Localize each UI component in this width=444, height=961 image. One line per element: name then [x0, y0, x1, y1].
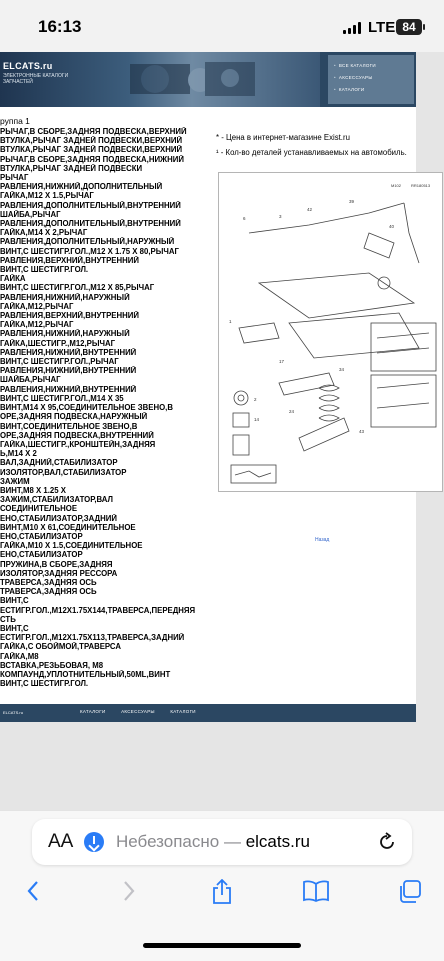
parts-list-item[interactable]: ВИНТ,С ШЕСТИГР.ГОЛ.,М12 Х 85,РЫЧАГ [0, 283, 155, 293]
svg-text:6: 6 [243, 216, 246, 221]
parts-list-item[interactable]: ОРЕ,ЗАДНЯЯ ПОДВЕСКА,ВНУТРЕННИЙ [0, 430, 154, 440]
parts-list-item[interactable]: ВИНТ,С ШЕСТИГР.ГОЛ.,РЫЧАГ [0, 357, 119, 367]
svg-text:40: 40 [389, 224, 395, 229]
forward-button[interactable] [106, 871, 150, 915]
parts-list-item[interactable]: ШАЙБА,РЫЧАГ [0, 209, 61, 219]
parts-list-item[interactable]: ВСТАВКА,РЕЗЬБОВАЯ, М8 [0, 660, 104, 670]
parts-list-item[interactable]: РАВЛЕНИЯ,ВЕРХНИЙ,ВНУТРЕННИЙ [0, 255, 139, 265]
url-domain: elcats.ru [245, 832, 310, 851]
price-note: * - Цена в интернет-магазине Exist.ru [216, 133, 350, 142]
share-button[interactable] [200, 871, 244, 915]
menu-item-accessories[interactable]: • АКСЕССУАРЫ [334, 75, 373, 80]
parts-list-item[interactable]: РАВЛЕНИЯ,НИЖНИЙ,ВНУТРЕННИЙ [0, 347, 137, 357]
parts-list-item[interactable]: ГАЙКА,М8 [0, 651, 39, 661]
network-type: LTE [368, 19, 396, 36]
bookmarks-button[interactable] [294, 871, 338, 915]
chevron-left-icon [22, 879, 46, 903]
quantity-note: ¹ - Кол-во деталей устанавливаемых на автомобиль. [216, 148, 407, 157]
parts-list-item[interactable]: ВИНТ,С ШЕСТИГР.ГОЛ.,М14 Х 35 [0, 393, 124, 403]
parts-list-item[interactable]: СОЕДИНИТЕЛЬНОЕ [0, 504, 78, 514]
svg-text:43: 43 [359, 429, 365, 434]
reader-options-button[interactable] [48, 831, 73, 853]
parts-list-item[interactable]: ТРАВЕРСА,ЗАДНЯЯ ОСЬ [0, 587, 97, 597]
book-icon [302, 879, 330, 903]
svg-text:1: 1 [229, 319, 232, 324]
parts-list-item[interactable]: ЕСТИГР.ГОЛ.,М12Х1.75Х144,ТРАВЕРСА,ПЕРЕДНЯЯ [0, 605, 196, 615]
parts-list-item[interactable]: ВИНТ,С ШЕСТИГР.ГОЛ.,М12 Х 1.75 Х 80,РЫЧАГ [0, 246, 179, 256]
url-display[interactable] [116, 832, 310, 852]
footer-link-catalogs-2[interactable]: КАТАЛОГИ [170, 709, 196, 714]
parts-list [0, 127, 215, 688]
parts-list-item[interactable]: СТЬ [0, 614, 16, 624]
parts-list-item[interactable]: ВИНТ,С [0, 623, 29, 633]
battery-tip [423, 24, 425, 30]
parts-list-item[interactable]: ВИНТ,С [0, 596, 29, 606]
parts-list-item[interactable]: ГАЙКА,М12,РЫЧАГ [0, 301, 74, 311]
parts-list-item[interactable]: ЕНО,СТАБИЛИЗАТОР [0, 531, 83, 541]
site-tagline: ЭЛЕКТРОННЫЕ КАТАЛОГИ ЗАПЧАСТЕЙ [3, 73, 69, 85]
parts-list-item[interactable]: ВИНТ,С ШЕСТИГР.ГОЛ. [0, 265, 89, 275]
parts-list-item[interactable]: ИЗОЛЯТОР,ЗАДНЯЯ РЕССОРА [0, 568, 118, 578]
header-menu [328, 55, 414, 104]
footer-link-catalogs[interactable]: КАТАЛОГИ [80, 709, 106, 714]
svg-text:34: 34 [339, 367, 345, 372]
diagram-code-b: RR180513 [411, 183, 431, 188]
parts-list-item[interactable]: РАВЛЕНИЯ,НИЖНИЙ,НАРУЖНЫЙ [0, 292, 130, 302]
parts-list-item[interactable]: РАВЛЕНИЯ,НИЖНИЙ,ВНУТРЕННИЙ [0, 366, 137, 376]
parts-list-item[interactable]: Ь,М14 Х 2 [0, 449, 37, 459]
parts-list-item[interactable]: КОМПАУНД,УПЛОТНИТЕЛЬНЫЙ,50ML,ВИНТ [0, 669, 171, 679]
battery-icon: 84 [396, 19, 422, 35]
parts-list-item[interactable]: ГАЙКА,ШЕСТИГР.,М12,РЫЧАГ [0, 338, 116, 348]
parts-list-item[interactable]: ЕНО,СТАБИЛИЗАТОР [0, 550, 83, 560]
menu-item-catalogs[interactable]: • КАТАЛОГИ [334, 87, 364, 92]
content-panel [0, 107, 431, 704]
chevron-right-icon [116, 879, 140, 903]
svg-text:17: 17 [279, 359, 285, 364]
parts-list-item[interactable]: ГАЙКА [0, 274, 26, 284]
parts-list-item[interactable]: РЫЧАГ,В СБОРЕ,ЗАДНЯЯ ПОДВЕСКА,ВЕРХНИЙ [0, 127, 187, 136]
parts-list-item[interactable]: ПРУЖИНА,В СБОРЕ,ЗАДНЯЯ [0, 559, 113, 569]
insecure-warning-icon[interactable] [84, 832, 104, 852]
parts-diagram[interactable] [218, 172, 443, 492]
address-bar[interactable] [32, 819, 412, 865]
site-footer [0, 704, 416, 722]
footer-logo[interactable]: ELCATS.ru [3, 710, 23, 715]
parts-list-item[interactable]: ВИНТ,СОЕДИНИТЕЛЬНОЕ ЗВЕНО,В [0, 421, 138, 431]
suspension-diagram-image [219, 173, 442, 491]
parts-list-item[interactable]: РАВЛЕНИЯ,НИЖНИЙ,ВНУТРЕННИЙ [0, 384, 137, 394]
parts-list-item[interactable]: РАВЛЕНИЯ,ДОПОЛНИТЕЛЬНЫЙ,ВНУТРЕННИЙ [0, 200, 181, 210]
parts-list-item[interactable]: ШАЙБА,РЫЧАГ [0, 375, 61, 385]
menu-item-all-catalogs[interactable]: • ВСЕ КАТАЛОГИ [334, 63, 376, 68]
parts-list-item[interactable]: РЫЧАГ [0, 173, 29, 183]
cellular-signal-icon [343, 22, 363, 34]
web-page-viewport[interactable] [0, 52, 444, 810]
tabs-button[interactable] [388, 871, 432, 915]
parts-list-item[interactable]: ЗАЖИМ [0, 476, 30, 486]
parts-list-item[interactable]: РАВЛЕНИЯ,ДОПОЛНИТЕЛЬНЫЙ,НАРУЖНЫЙ [0, 237, 175, 247]
reload-icon[interactable] [376, 831, 398, 853]
svg-text:42: 42 [307, 207, 313, 212]
diagram-code-a: M102 [391, 183, 402, 188]
svg-text:14: 14 [254, 417, 260, 422]
parts-list-item[interactable]: ВИНТ,М8 Х 1.25 Х [0, 485, 66, 495]
parts-list-item[interactable]: ГАЙКА,М12 Х 1.5,РЫЧАГ [0, 191, 94, 201]
home-indicator[interactable] [143, 943, 301, 948]
parts-list-item[interactable]: ЕНО,СТАБИЛИЗАТОР,ЗАДНИЙ [0, 513, 117, 523]
svg-text:24: 24 [289, 409, 295, 414]
parts-list-item[interactable]: РАВЛЕНИЯ,НИЖНИЙ,НАРУЖНЫЙ [0, 329, 130, 339]
parts-list-item[interactable]: ИЗОЛЯТОР,ВАЛ,СТАБИЛИЗАТОР [0, 467, 127, 477]
parts-list-item[interactable]: ВТУЛКА,РЫЧАГ ЗАДНЕЙ ПОДВЕСКИ,ВЕРХНИЙ [0, 136, 183, 146]
parts-list-item[interactable]: ГАЙКА,М12,РЫЧАГ [0, 320, 74, 330]
parts-list-item[interactable]: ГАЙКА,М14 Х 2,РЫЧАГ [0, 228, 88, 238]
status-bar [0, 0, 444, 52]
share-icon [210, 879, 234, 905]
footer-link-accessories[interactable]: АКСЕССУАРЫ [121, 709, 155, 714]
tabs-icon [397, 879, 423, 905]
svg-text:2: 2 [254, 397, 257, 402]
site-header [0, 52, 416, 107]
browser-toolbar [0, 810, 444, 961]
parts-list-item[interactable]: ОРЕ,ЗАДНЯЯ ПОДВЕСКА,НАРУЖНЫЙ [0, 412, 148, 422]
parts-list-item[interactable]: РАВЛЕНИЯ,ВЕРХНИЙ,ВНУТРЕННИЙ [0, 311, 139, 321]
parts-list-item[interactable]: ГАЙКА,С ОБОЙМОЙ,ТРАВЕРСА [0, 642, 121, 652]
reader-options-label: AA [48, 831, 74, 852]
parts-list-item[interactable]: ВИНТ,М14 Х 95,СОЕДИНИТЕЛЬНОЕ ЗВЕНО,В [0, 403, 173, 413]
parts-list-item[interactable]: ТРАВЕРСА,ЗАДНЯЯ ОСЬ [0, 577, 97, 587]
parts-list-item[interactable]: ГАЙКА,М10 Х 1.5,СОЕДИНИТЕЛЬНОЕ [0, 541, 143, 551]
parts-list-item[interactable]: РАВЛЕНИЯ,НИЖНИЙ,ДОПОЛНИТЕЛЬНЫЙ [0, 182, 163, 192]
parts-list-item[interactable]: РАВЛЕНИЯ,ДОПОЛНИТЕЛЬНЫЙ,ВНУТРЕННИЙ [0, 219, 181, 229]
parts-list-item[interactable]: РЫЧАГ,В СБОРЕ,ЗАДНЯЯ ПОДВЕСКА,НИЖНИЙ [0, 154, 184, 164]
parts-list-item[interactable]: ВАЛ,ЗАДНИЙ,СТАБИЛИЗАТОР [0, 458, 118, 468]
insecure-label: Небезопасно — [116, 832, 241, 851]
back-button[interactable] [12, 871, 56, 915]
parts-list-item[interactable]: ЗАЖИМ,СТАБИЛИЗАТОР,ВАЛ [0, 495, 113, 505]
status-time: 16:13 [38, 17, 82, 36]
parts-list-item[interactable]: ГАЙКА,ШЕСТИГР.,КРОНШТЕЙН,ЗАДНЯЯ [0, 439, 156, 449]
footer-nav [80, 709, 210, 714]
parts-list-item[interactable]: ЕСТИГР.ГОЛ.,М12Х1.75Х113,ТРАВЕРСА,ЗАДНИЙ [0, 633, 185, 643]
site-logo[interactable]: ELCATS.ru [3, 61, 53, 71]
svg-text:39: 39 [349, 199, 355, 204]
parts-list-item[interactable]: ВТУЛКА,РЫЧАГ ЗАДНЕЙ ПОДВЕСКИ [0, 163, 143, 173]
group-label: руппа 1 [0, 116, 30, 126]
parts-list-item[interactable]: ВИНТ,М10 Х 61,СОЕДИНИТЕЛЬНОЕ [0, 522, 136, 532]
parts-list-item[interactable]: ВТУЛКА,РЫЧАГ ЗАДНЕЙ ПОДВЕСКИ,ВЕРХНИЙ [0, 145, 183, 155]
engine-banner-icon [110, 56, 270, 103]
parts-list-item[interactable]: ВИНТ,С ШЕСТИГР.ГОЛ. [0, 679, 89, 689]
back-link[interactable]: Назад [315, 537, 330, 543]
svg-text:3: 3 [279, 214, 282, 219]
